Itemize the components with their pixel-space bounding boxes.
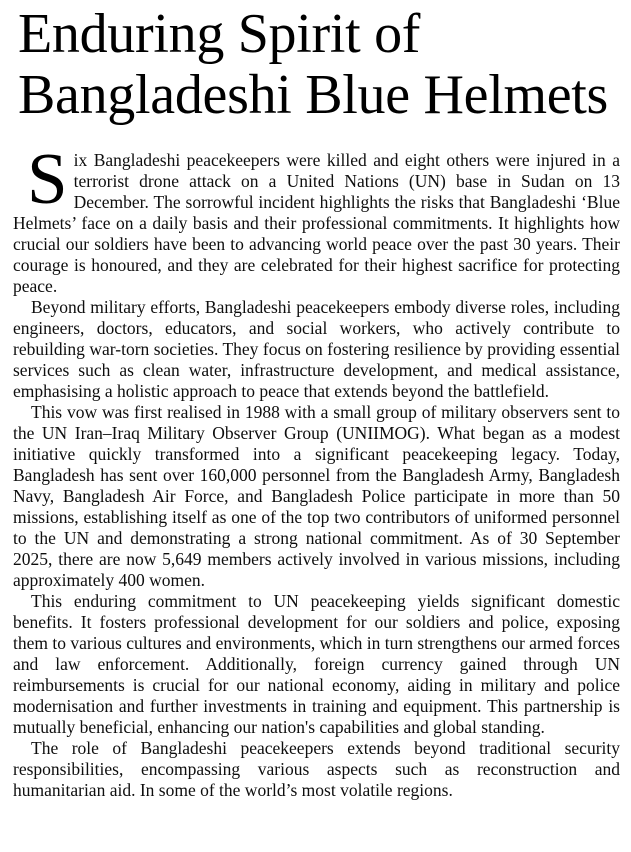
paragraph-1-text: ix Bangladeshi peacekeepers were killed and eight others were injured in a terrorist drone attack on a United Nations (UN) base in Sudan on 13 December. The sorrowful incident highlights the risks that Bangladeshi ‘Blue Helmets’ face on a daily basis and their professional commitments. It highlights how crucial our soldiers have been to advancing world peace over the past 30 years. Their courage is honoured, and they are celebrated for their highest sacrifice for protecting peace. [13, 150, 620, 296]
paragraph-1 [13, 138, 620, 297]
paragraph-4: This enduring commitment to UN peacekeeping yields significant domestic benefits. It fosters professional development for our soldiers and police, exposing them to various cultures and environments, which in turn strengthens our armed forces and law enforcement. Additionally, foreign currency gained through UN reimbursements is crucial for our national economy, aiding in military and police modernisation and further investments in training and equipment. This partnership is mutually beneficial, enhancing our nation's capabilities and global standing. [13, 591, 620, 737]
paragraph-5: The role of Bangladeshi peacekeepers extends beyond traditional security responsibilities, encompassing various aspects such as reconstruction and humanitarian aid. In some of the world’s most volatile regions. [13, 738, 620, 800]
article-body [13, 138, 620, 801]
article-title [18, 4, 620, 126]
paragraph-2: Beyond military efforts, Bangladeshi peacekeepers embody diverse roles, including engineers, doctors, educators, and social workers, who actively contribute to rebuilding war-torn societies. They focus on fostering resilience by providing essential services such as clean water, infrastructure development, and medical assistance, emphasising a holistic approach to peace that extends beyond the battlefield. [13, 297, 620, 401]
title-line-1: Enduring Spirit of [18, 3, 421, 65]
drop-cap: S [27, 138, 68, 219]
paragraph-3: This vow was first realised in 1988 with a small group of military observers sent to the UN Iran–Iraq Military Observer Group (UNIIMOG). What began as a modest initiative quickly transformed into a significant peacekeeping legacy. Today, Bangladesh has sent over 160,000 personnel from the Bangladesh Army, Bangladesh Navy, Bangladesh Air Force, and Bangladesh Police participate in more than 50 missions, establishing itself as one of the top two contributors of uniformed personnel to the UN and demonstrating a strong national commitment. As of 30 September 2025, there are now 5,649 members actively involved in various missions, including approximately 400 women. [13, 402, 620, 590]
title-line-2: Bangladeshi Blue Helmets [18, 64, 609, 126]
